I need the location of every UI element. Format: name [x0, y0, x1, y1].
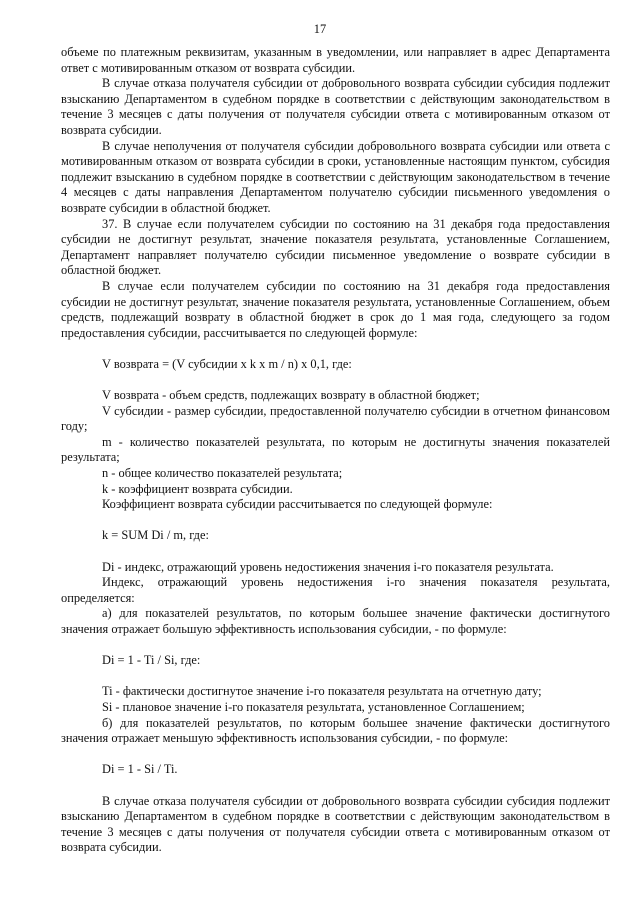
paragraph: Индекс, отражающий уровень недостижения i-го значения показателя результата, определяется:	[61, 575, 610, 605]
paragraph: k - коэффициент возврата субсидии.	[102, 481, 293, 496]
paragraph: Ti - фактически достигнутое значение i-го показателя результата на отчетную дату;	[102, 684, 542, 699]
paragraph: Di - индекс, отражающий уровень недостижения значения i-го показателя результата.	[102, 559, 554, 574]
paragraph: 37. В случае если получателем субсидии по состоянию на 31 декабря года предоставления субсидии не достигнут результат, значение показателя результата, установленные Соглашением, Департамент направляет получателю субсидии письменное уведомление о возврате субсидии в областной бюджет.	[61, 216, 610, 278]
formula: Di = 1 - Si / Ti.	[102, 762, 178, 777]
paragraph: объеме по платежным реквизитам, указанным в уведомлении, или направляет в адрес Департамента ответ с мотивированным отказом от возврата субсидии.	[61, 45, 610, 75]
paragraph: m - количество показателей результата, по которым не достигнуты значения показателей результата;	[61, 434, 610, 465]
formula: Di = 1 - Ti / Si, где:	[102, 653, 201, 668]
paragraph: n - общее количество показателей результата;	[102, 466, 343, 481]
paragraph: а) для показателей результатов, по которым большее значение фактически достигнутого значения отражает большую эффективность использования субсидии, - по формуле:	[61, 606, 610, 636]
paragraph: Si - плановое значение i-го показателя результата, установленное Соглашением;	[102, 699, 525, 714]
paragraph: Коэффициент возврата субсидии рассчитывается по следующей формуле:	[102, 497, 493, 512]
page-number: 17	[313, 22, 327, 36]
paragraph: V субсидии - размер субсидии, предоставленной получателю субсидии в отчетном финансовом году;	[61, 403, 610, 434]
formula: k = SUM Di / m, где:	[102, 528, 209, 543]
document-body	[61, 45, 610, 856]
paragraph: В случае отказа получателя субсидии от добровольного возврата субсидии субсидия подлежит взысканию Департаментом в судебном порядке в соответствии с действующим законодательством в течение 3 месяцев с даты получения от получателя субсидии ответа с мотивированным отказом от возврата субсидии.	[61, 76, 610, 137]
formula: V возврата = (V субсидии x k x m / n) x 0,1, где:	[102, 356, 352, 371]
paragraph: В случае если получателем субсидии по состоянию на 31 декабря года предоставления субсидии не достигнут результат, значение показателя результата, установленные Соглашением, объем средств, подлежащий возврату в областной бюджет в срок до 1 мая года, следующего за годом предоставления субсидии, рассчитывается по следующей формуле:	[61, 278, 610, 340]
paragraph: В случае неполучения от получателя субсидии добровольного возврата субсидии или ответа с мотивированным отказом от возврата субсидии в сроки, установленные настоящим пунктом, субсидия подлежит взысканию в судебном порядке в соответствии с действующим законодательством в течение 4 месяцев с даты направления Департаментом получателю субсидии письменного уведомления о возврате субсидии в областной бюджет.	[61, 138, 610, 215]
paragraph: В случае отказа получателя субсидии от добровольного возврата субсидии субсидия подлежит взысканию Департаментом в судебном порядке в соответствии с действующим законодательством в течение 3 месяцев с даты получения от получателя субсидии ответа с мотивированным отказом от возврата субсидии.	[61, 793, 610, 855]
paragraph: V возврата - объем средств, подлежащих возврату в областной бюджет;	[102, 388, 480, 403]
paragraph: б) для показателей результатов, по которым большее значение фактически достигнутого значения отражает меньшую эффективность использования субсидии, - по формуле:	[61, 715, 610, 746]
